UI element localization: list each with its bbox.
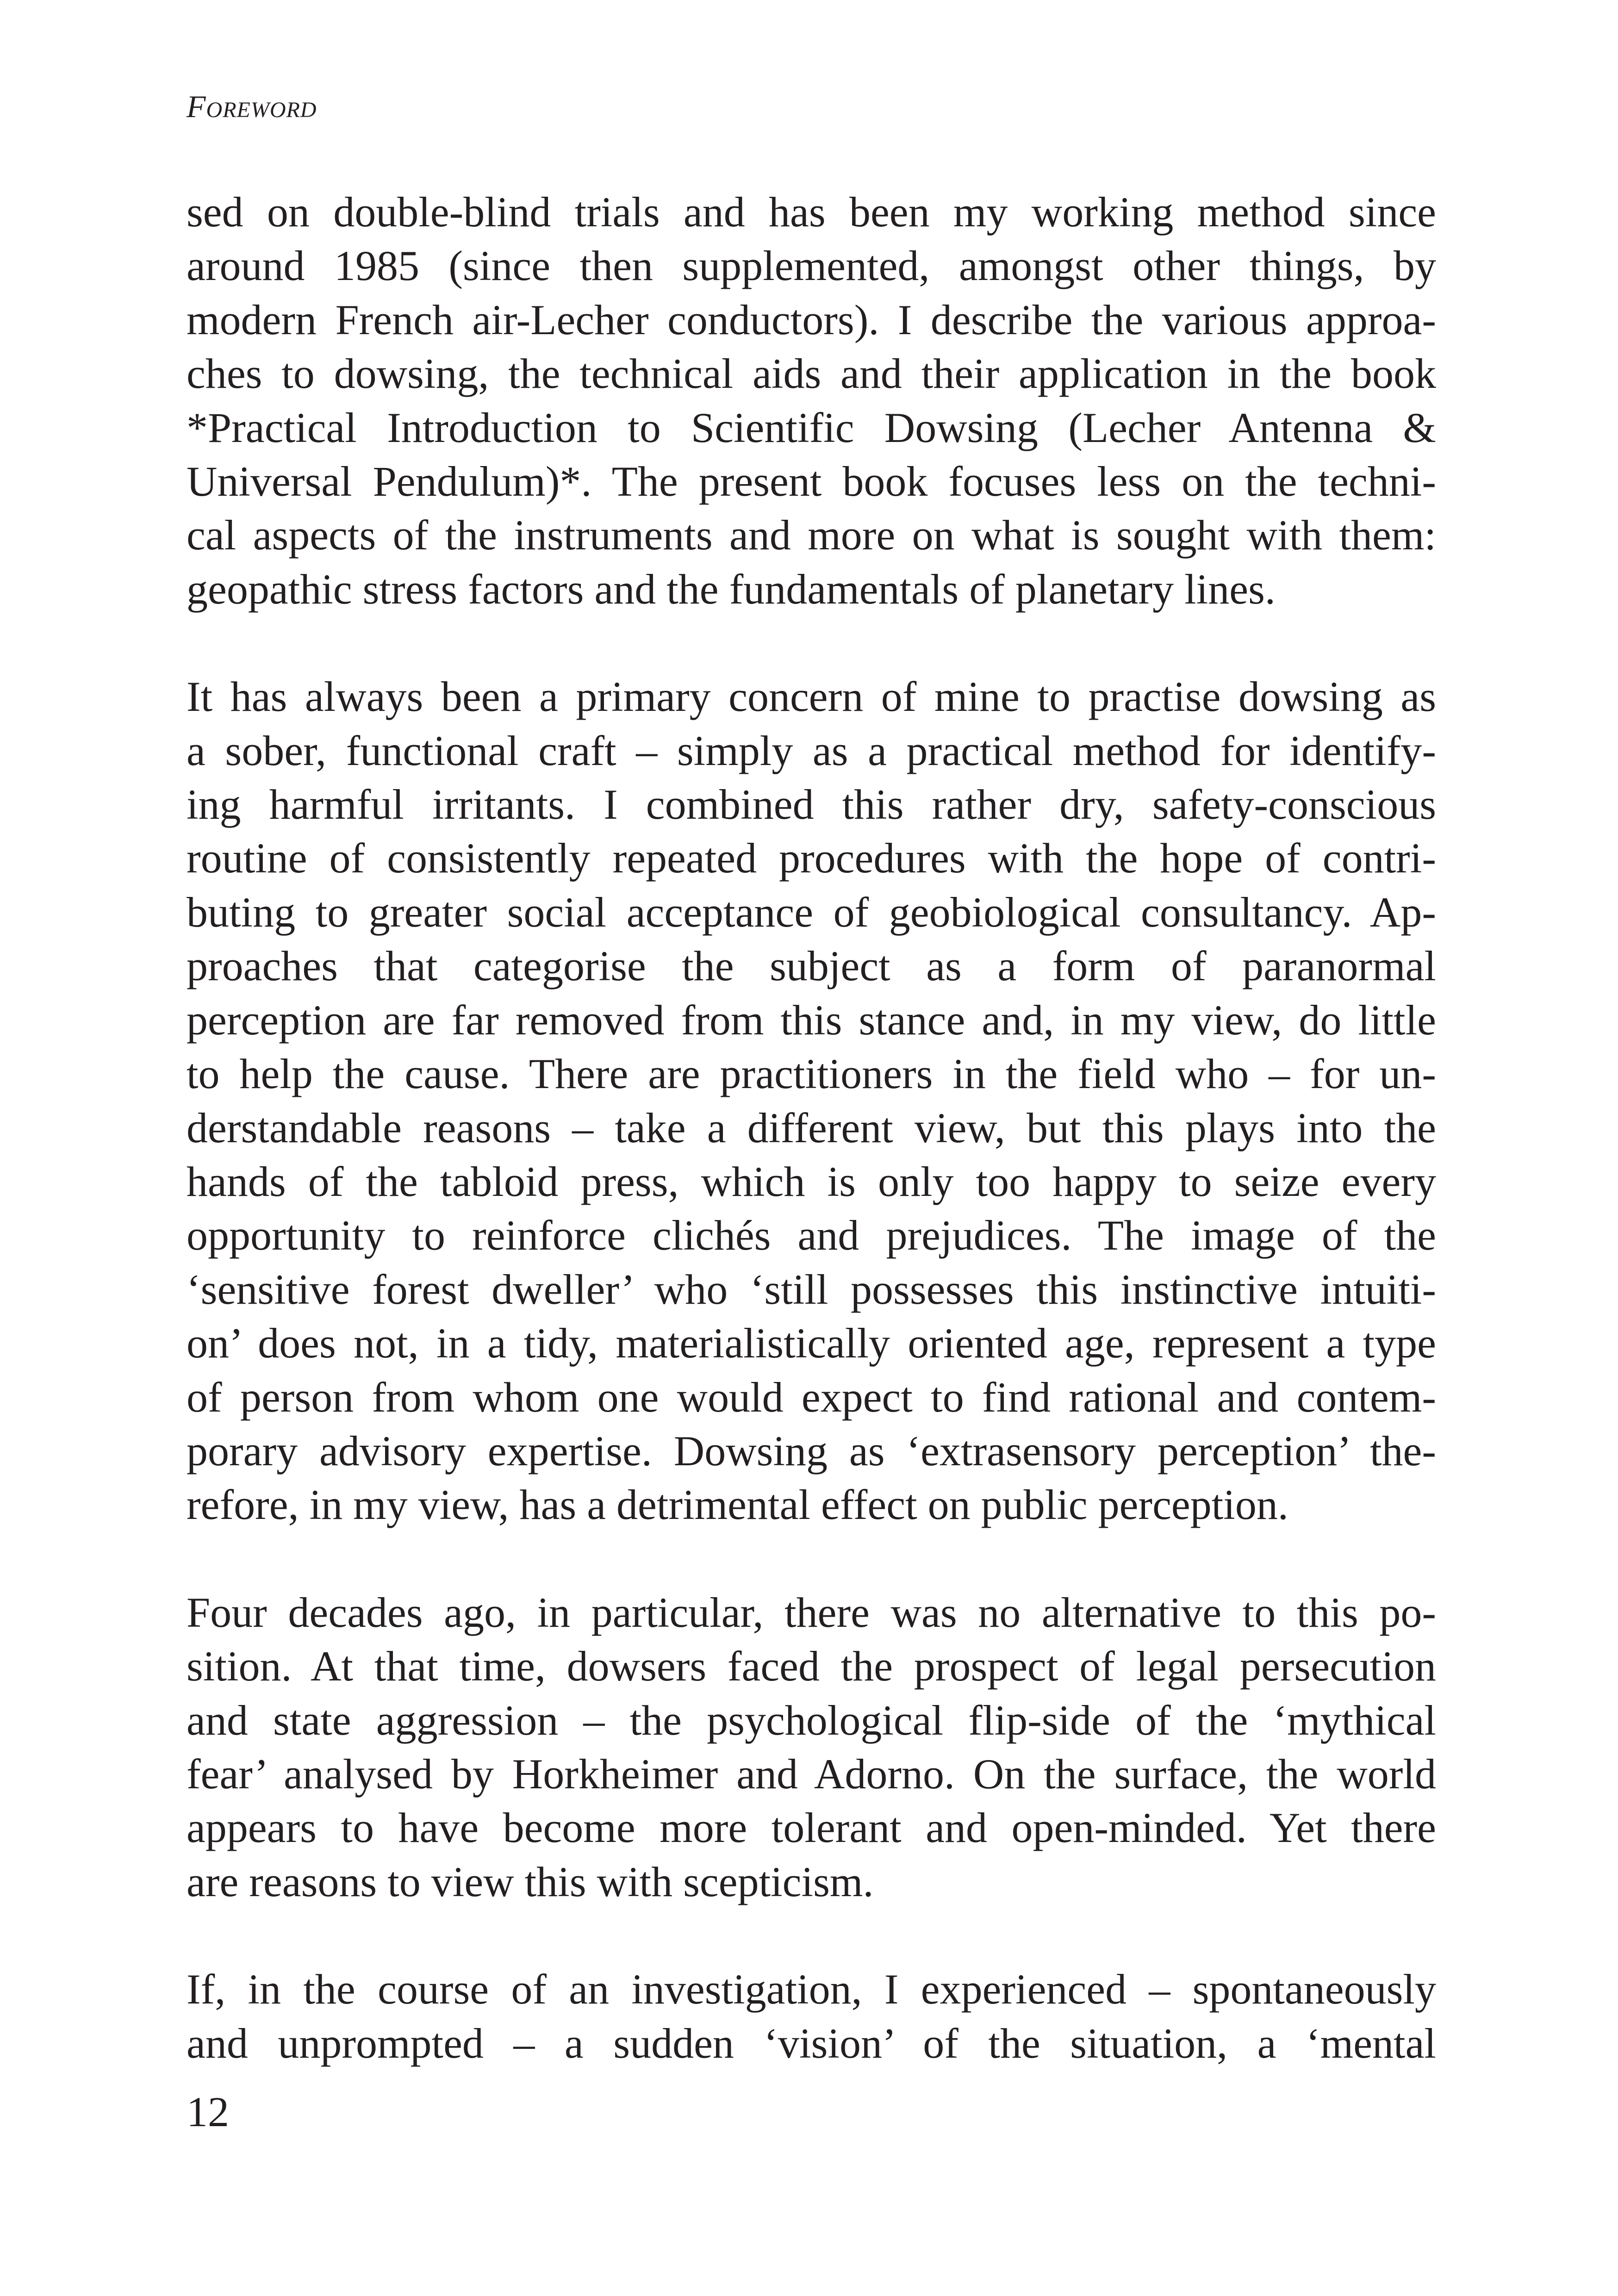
paragraph-1 [187, 185, 1436, 616]
text-line: buting to greater social acceptance of geobiological consultancy. Ap- [187, 888, 1436, 936]
text-line: ches to dowsing, the technical aids and their application in the book [187, 350, 1436, 398]
text-line: ing harmful irritants. I combined this rather dry, safety-conscious [187, 781, 1436, 828]
body-text [187, 185, 1436, 2124]
text-line: hands of the tabloid press, which is only too happy to seize every [187, 1157, 1436, 1205]
paragraph-4 [187, 1962, 1436, 2070]
text-line: proaches that categorise the subject as a form of paranormal [187, 942, 1436, 990]
text-line: cal aspects of the instruments and more on what is sought with them: [187, 511, 1436, 559]
text-line: to help the cause. There are practitioners in the field who – for un- [187, 1050, 1436, 1098]
page-number: 12 [187, 2088, 229, 2135]
text-line: of person from whom one would expect to find rational and contem- [187, 1373, 1436, 1421]
text-line: and state aggression – the psychological flip-side of the ‘mythical [187, 1696, 1436, 1744]
text-line: are reasons to view this with scepticism. [187, 1858, 874, 1905]
text-line: *Practical Introduction to Scientific Dowsing (Lecher Antenna & [187, 404, 1436, 451]
text-line: and unprompted – a sudden ‘vision’ of the situation, a ‘mental [187, 2019, 1436, 2067]
text-line: a sober, functional craft – simply as a practical method for identify- [187, 727, 1436, 774]
text-line: If, in the course of an investigation, I experienced – spontaneously [187, 1966, 1436, 2013]
text-line: routine of consistently repeated procedures with the hope of contri- [187, 834, 1436, 882]
text-line: perception are far removed from this stance and, in my view, do little [187, 996, 1436, 1044]
text-line: geopathic stress factors and the fundamentals of planetary lines. [187, 565, 1276, 613]
text-line: opportunity to reinforce clichés and prejudices. The image of the [187, 1212, 1436, 1259]
text-line: porary advisory expertise. Dowsing as ‘extrasensory perception’ the- [187, 1427, 1436, 1475]
running-head: Foreword [187, 89, 317, 124]
text-line: ‘sensitive forest dweller’ who ‘still possesses this instinctive intuiti- [187, 1265, 1436, 1313]
text-line: fear’ analysed by Horkheimer and Adorno. On the surface, the world [187, 1750, 1436, 1798]
text-line: on’ does not, in a tidy, materialistically oriented age, represent a type [187, 1319, 1436, 1367]
paragraph-3 [187, 1586, 1436, 1909]
text-line: sition. At that time, dowsers faced the prospect of legal persecution [187, 1643, 1436, 1690]
text-line: derstandable reasons – take a different view, but this plays into the [187, 1104, 1436, 1151]
text-line: refore, in my view, has a detrimental effect on public perception. [187, 1481, 1288, 1529]
text-line: It has always been a primary concern of mine to practise dowsing as [187, 673, 1436, 721]
text-line: around 1985 (since then supplemented, amongst other things, by [187, 242, 1436, 290]
text-line: modern French air-Lecher conductors). I describe the various approa- [187, 296, 1436, 343]
text-line: appears to have become more tolerant and open-minded. Yet there [187, 1804, 1436, 1852]
text-line: Universal Pendulum)*. The present book focuses less on the techni- [187, 458, 1436, 505]
text-line: sed on double-blind trials and has been my working method since [187, 188, 1436, 236]
text-line: Four decades ago, in particular, there was no alternative to this po- [187, 1588, 1436, 1636]
paragraph-2 [187, 670, 1436, 1532]
